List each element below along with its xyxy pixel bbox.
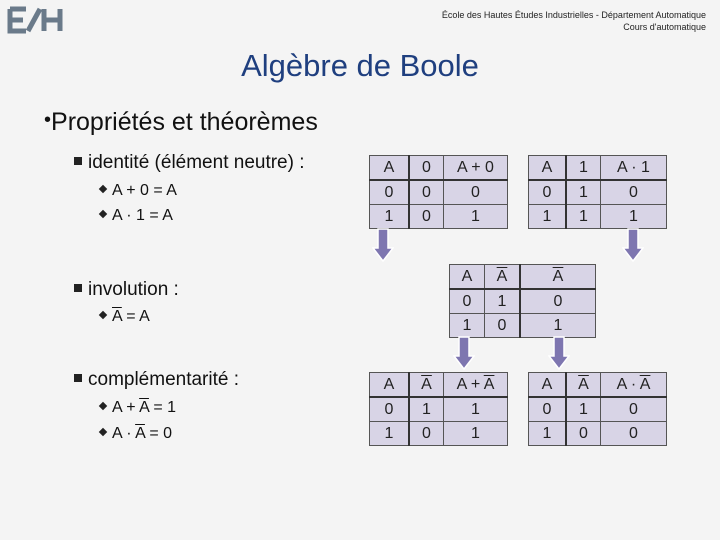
table-cell: 0 <box>601 180 667 205</box>
table-header: A <box>370 156 410 181</box>
table-cell: 0 <box>370 397 410 422</box>
table-cell: 0 <box>566 422 601 446</box>
table-cell: 0 <box>409 180 444 205</box>
table-header: $\overline{A}$ <box>566 373 601 398</box>
table-cell: 0 <box>444 180 508 205</box>
school-logo <box>6 6 64 34</box>
complementarite-label: complémentarité : <box>74 369 239 391</box>
diamond-bullet-icon <box>99 185 107 193</box>
table-header: $\overline{A}$ <box>485 265 521 290</box>
diamond-bullet-icon <box>99 210 107 218</box>
diamond-bullet-icon <box>99 428 107 436</box>
table-cell: 1 <box>566 397 601 422</box>
table-cell: 1 <box>444 205 508 229</box>
truth-table-involution <box>449 264 596 338</box>
table-cell: 0 <box>601 397 667 422</box>
table-header: $\overline{A}$ <box>520 265 596 290</box>
table-header: $A + \overline{A}$ <box>444 373 508 398</box>
square-bullet-icon <box>74 374 82 382</box>
identite-formula-2: A · 1 = A <box>100 207 173 225</box>
identite-formula-1: A + 0 = A <box>100 182 177 200</box>
section-heading: •Propriétés et théorèmes <box>44 108 318 136</box>
diamond-bullet-icon <box>99 402 107 410</box>
down-arrow-icon <box>622 228 644 262</box>
table-cell: 1 <box>370 422 410 446</box>
table-cell: 0 <box>450 289 485 314</box>
table-cell: 1 <box>601 205 667 229</box>
table-cell: 1 <box>566 180 601 205</box>
involution-label: involution : <box>74 279 179 301</box>
truth-table-identite-product <box>528 155 667 229</box>
table-cell: 1 <box>566 205 601 229</box>
table-cell: 0 <box>529 180 567 205</box>
table-cell: 1 <box>529 205 567 229</box>
down-arrow-icon <box>372 228 394 262</box>
table-cell: 0 <box>529 397 567 422</box>
truth-table-identite-sum <box>369 155 508 229</box>
table-header: A <box>450 265 485 290</box>
table-cell: 1 <box>450 314 485 338</box>
table-cell: 1 <box>370 205 410 229</box>
table-cell: 1 <box>444 422 508 446</box>
table-header: A + 0 <box>444 156 508 181</box>
truth-table-complementarite-product <box>528 372 667 446</box>
page-title: Algèbre de Boole <box>241 48 479 83</box>
table-header: A <box>370 373 410 398</box>
down-arrow-icon <box>453 336 475 370</box>
bullet-icon: • <box>44 108 52 131</box>
table-cell: 1 <box>409 397 444 422</box>
complementarite-formula-2: $A \cdot \overline{A} = 0$ <box>100 425 172 443</box>
down-arrow-icon <box>548 336 570 370</box>
table-cell: 1 <box>529 422 567 446</box>
table-cell: 0 <box>520 289 596 314</box>
diamond-bullet-icon <box>99 311 107 319</box>
square-bullet-icon <box>74 284 82 292</box>
square-bullet-icon <box>74 157 82 165</box>
table-cell: 0 <box>409 422 444 446</box>
header-institution: École des Hautes Études Industrielles - Département Automatique <box>441 10 706 20</box>
involution-formula: $\overline{A} = A$ <box>100 308 150 326</box>
table-cell: 0 <box>409 205 444 229</box>
table-cell: 0 <box>485 314 521 338</box>
table-header: $\overline{A}$ <box>409 373 444 398</box>
table-cell: 1 <box>520 314 596 338</box>
table-header: A <box>529 373 567 398</box>
table-cell: 1 <box>444 397 508 422</box>
table-header: A · 1 <box>601 156 667 181</box>
table-header: 0 <box>409 156 444 181</box>
header-course: Cours d'automatique <box>623 22 706 32</box>
table-cell: 1 <box>485 289 521 314</box>
table-header: 1 <box>566 156 601 181</box>
complementarite-formula-1: $A + \overline{A} = 1$ <box>100 399 176 417</box>
table-header: A <box>529 156 567 181</box>
table-header: $A \cdot \overline{A}$ <box>601 373 667 398</box>
table-cell: 0 <box>370 180 410 205</box>
identite-label: identité (élément neutre) : <box>74 152 305 174</box>
table-cell: 0 <box>601 422 667 446</box>
truth-table-complementarite-sum <box>369 372 508 446</box>
